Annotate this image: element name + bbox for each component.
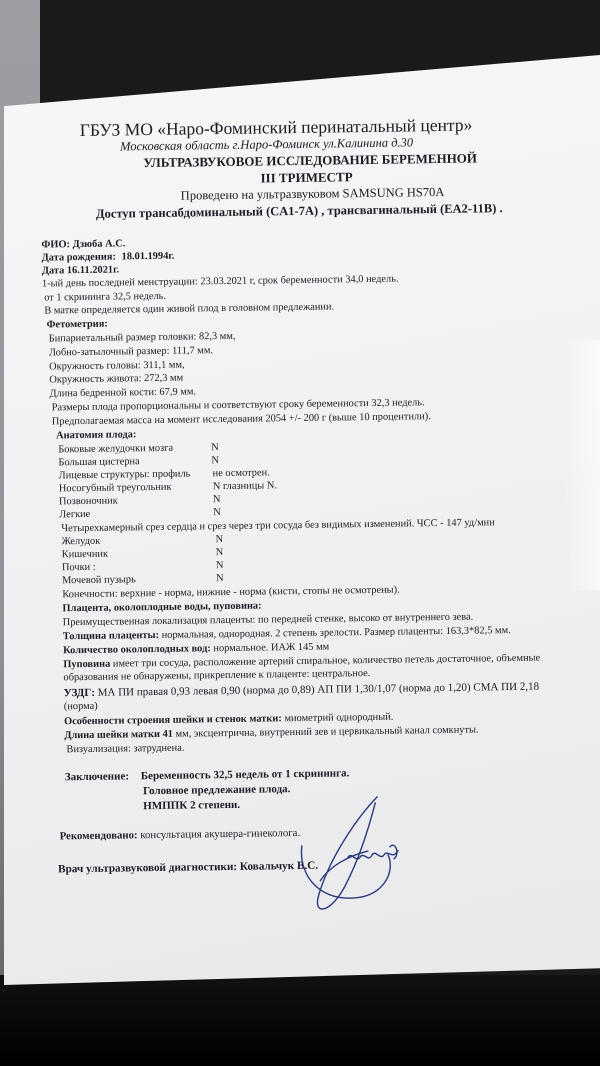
cord-2: образования не обнаружены, прикрепление к плаценте: центральное.	[63, 668, 371, 684]
fl: Длина бедренной кости: 67,9 мм.	[49, 386, 197, 400]
org-address: Московская область г.Наро-Фоминск ул.Калинина д.30	[119, 135, 414, 154]
nose-value: N глазницы N.	[212, 480, 277, 493]
spine-label: Позвоночник	[58, 495, 118, 508]
lungs-label: Легкие	[59, 508, 91, 521]
face-label: Лицевые структуры: профиль	[58, 468, 191, 482]
proportional: Размеры плода пропорциональны и соответствуют сроку беременности 32,3 недель.	[51, 397, 425, 414]
ac: Окружность живота: 272,3 мм	[49, 372, 184, 386]
stomach-value: N	[215, 534, 224, 546]
patient-name: ФИО: Дзюба А.С.	[41, 238, 126, 251]
bowel-label: Кишечник	[61, 548, 109, 561]
trimester: III ТРИМЕСТР	[260, 169, 353, 186]
recommendation-value: консультация акушера-гинеколога.	[137, 827, 301, 842]
org-title: ГБУЗ МО «Наро-Фоминский перинатальный центр»	[79, 114, 473, 141]
screening: от 1 скрининга 32,5 недель.	[44, 290, 167, 304]
anatomy-heading: Анатомия плода:	[56, 429, 137, 442]
cisterna-label: Большая цистерна	[58, 456, 140, 469]
document	[8, 0, 582, 1000]
conclusion-2: Головное предлежание плода.	[142, 783, 291, 798]
birth-date: 18.01.1994г.	[121, 250, 175, 263]
kidneys-label: Почки :	[61, 561, 96, 574]
recommendation-label: Рекомендовано:	[59, 829, 138, 843]
doppler-value: МА ПИ правая 0,93 левая 0,90 (норма до 0,89) АП ПИ 1,30/1,07 (норма до 1,20) СМА ПИ 2,18	[94, 680, 540, 699]
fluid	[63, 642, 329, 658]
conclusion-1: Беременность 32,5 недель от 1 скрининга.	[140, 767, 350, 783]
doppler-2: (норма)	[63, 700, 98, 713]
placenta-heading: Плацента, околоплодные воды, пуповина:	[62, 600, 262, 615]
signature-stroke-5	[390, 845, 397, 859]
recommendation	[60, 827, 301, 842]
ofd: Лобно-затылочный размер: 111,7 мм.	[48, 345, 214, 359]
device: Проведено на ультразвуковом SAMSUNG HS70A	[180, 184, 445, 203]
ventricles-label: Боковые желудочки мозга	[58, 442, 174, 456]
ventricles-value: N	[211, 442, 219, 454]
stomach-label: Желудок	[61, 535, 101, 548]
visualization: Визуализация: затруднена.	[66, 742, 185, 756]
cisterna-value: N	[211, 455, 220, 467]
bladder-label: Мочевой пузырь	[62, 574, 136, 587]
hc: Окружность головы: 311,1 мм,	[49, 359, 185, 373]
conclusion-label: Заключение:	[64, 770, 130, 784]
bpd: Бипариетальный размер головки: 82,3 мм,	[48, 330, 236, 345]
fluid-label: Количество околоплодных вод:	[63, 643, 211, 657]
nose-label: Носогубный треугольник	[58, 481, 172, 495]
cervix-value: миометрий однородный.	[281, 711, 394, 725]
kidneys-value: N	[215, 560, 224, 572]
conclusion-3: НМППК 2 степени.	[143, 798, 241, 813]
fetus: В матке определяется один живой плод в головном предлежании.	[44, 301, 335, 317]
signature-icon	[289, 784, 471, 926]
lungs-value: N	[213, 507, 221, 519]
fluid-value: нормальное. ИАЖ 145 мм	[210, 641, 330, 655]
cord-label: Пуповина	[63, 658, 111, 671]
face-value: не осмотрен.	[212, 467, 270, 480]
bladder-value: N	[216, 573, 224, 585]
doppler-label: УЗДГ:	[63, 686, 96, 700]
spine-value: N	[212, 494, 221, 506]
placenta-location: Преимущественная локализация плаценты: по передней стенке, высоко от внутреннего зева.	[62, 611, 474, 629]
cervix-length-value: мм, эксцентрична, внутренний зев и цервикальный канал сомкнуты.	[172, 724, 479, 740]
signature-stroke-3	[301, 845, 390, 899]
lmp: 1-ый день последней менструации: 23.03.2021 г, срок беременности 34,0 недель.	[41, 273, 399, 290]
cord-value: имеет три сосуда, расположение артерий спиральное, количество петель достаточное, объемные	[110, 652, 541, 670]
doppler	[64, 681, 540, 700]
cervix-label: Особенности строения шейки и стенок матки:	[64, 713, 282, 728]
birth-date-label: Дата рождения:	[41, 251, 116, 264]
doctor: Врач ультразвуковой диагностики: Ковальчук В.С.	[58, 859, 319, 876]
access: Доступ трансабдоминальный (CA1-7A) , трансвагинальный (EA2-11B) .	[95, 201, 503, 221]
heart: Четырехкамерный срез сердца и срез через три сосуда без видимых изменений. ЧСС - 147 уд/мин	[61, 517, 495, 535]
report-title: УЛЬТРАЗВУКОВОЕ ИССЛЕДОВАНИЕ БЕРЕМЕННОЙ	[143, 150, 478, 171]
placenta-thickness-label: Толщина плаценты:	[62, 629, 160, 643]
exam-date: Дата 16.11.2021г.	[41, 264, 120, 277]
bowel-value: N	[215, 547, 224, 559]
placenta-thickness-value: нормальная, однородная. 2 степень зрелости. Размер плаценты: 163,3*82,5 мм.	[158, 625, 511, 641]
limbs: Конечности: верхние - норма, нижние - норма (кисти, стопы не осмотрены).	[62, 584, 400, 601]
cervix-length-label: Длина шейки матки 41	[64, 728, 174, 742]
fetometry-heading: Фетометрия:	[46, 318, 108, 331]
weight: Предполагаемая масса на момент исследования 2054 +/- 200 г (выше 10 процентили).	[51, 411, 431, 428]
